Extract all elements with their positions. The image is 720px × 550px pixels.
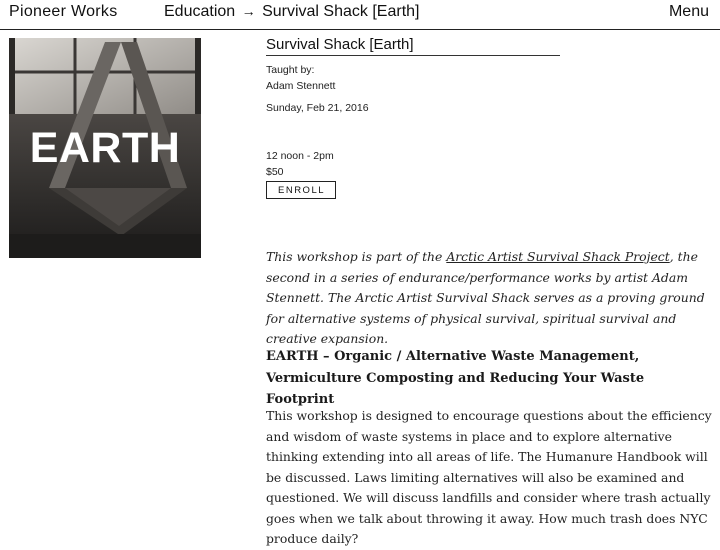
intro-text-after-link: , the second in a series of endurance/performance works by artist Adam Stennett. The Arctic Artist Survival Shack serves as a proving ground for alternative systems of physical survival, spiritual survival and creative expansion. [266,249,705,346]
event-price: $50 [266,166,284,178]
enroll-button[interactable]: ENROLL [266,181,336,199]
event-title: Survival Shack [Earth] [266,36,560,56]
hero-overlay-text: EARTH [29,124,181,172]
top-navigation-bar [0,0,720,30]
breadcrumb-current-page: Survival Shack [Earth] [262,3,420,20]
event-time: 12 noon - 2pm [266,150,334,162]
event-date: Sunday, Feb 21, 2016 [266,102,369,114]
event-hero-image [9,38,201,258]
event-details [266,36,710,199]
breadcrumb [164,3,419,21]
instructor-name: Adam Stennett [266,80,336,92]
arctic-artist-survival-shack-link[interactable]: Arctic Artist Survival Shack Project [446,249,670,264]
intro-paragraph [266,247,714,350]
taught-by-label: Taught by: [266,64,315,76]
section-heading: EARTH – Organic / Alternative Waste Management, Vermiculture Composting and Reducing Your Waste Footprint [266,349,645,407]
menu-button[interactable]: Menu [668,3,709,20]
site-logo-link[interactable]: Pioneer Works [9,3,118,20]
intro-text-before-link: This workshop is part of the [266,249,447,264]
arrow-right-icon: → [241,3,256,19]
breadcrumb-education-link[interactable]: Education [164,3,236,20]
description-paragraph: This workshop is designed to encourage questions about the efficiency and wisdom of waste systems in place and to explore alternative thinking extending into all areas of life. The Humanure Handbook will be discussed. Laws limiting alternatives will also be examined and questioned. We will discuss landfills and consider where trash actually goes when we talk about throwing it away. How much trash does NYC produce daily? [266,408,712,546]
